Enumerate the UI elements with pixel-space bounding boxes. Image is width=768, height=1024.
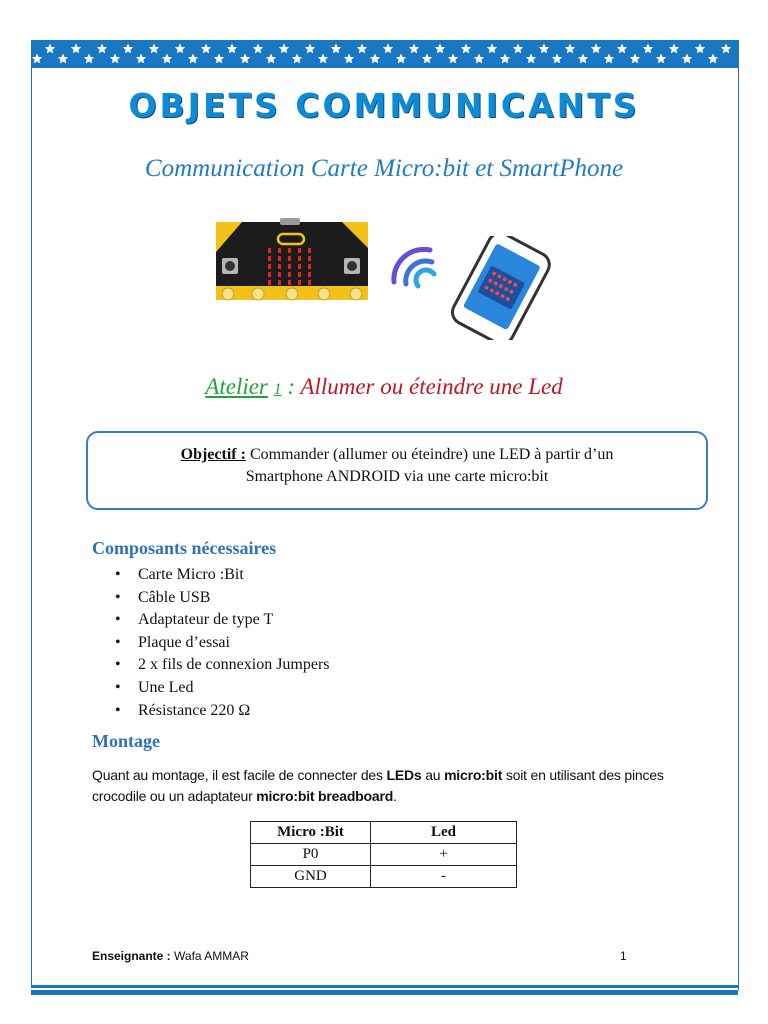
- led-dot: [268, 264, 271, 269]
- page-number: 1: [620, 949, 627, 963]
- led-dot: [278, 248, 281, 253]
- star-shape: [578, 54, 588, 64]
- star-shape: [721, 44, 731, 54]
- paragraph-bold: LEDs: [386, 767, 422, 783]
- star-shape: [97, 44, 107, 54]
- star-shape: [695, 44, 705, 54]
- list-item: • Câble USB: [138, 587, 330, 610]
- list-item: • Plaque d’essai: [138, 632, 330, 655]
- paragraph-bold: micro:bit: [444, 767, 503, 783]
- table-row: [251, 844, 517, 866]
- star-shape: [201, 44, 211, 54]
- star-shape: [591, 44, 601, 54]
- led-dot: [298, 256, 301, 261]
- led-dot: [288, 248, 291, 253]
- star-shape: [344, 54, 354, 64]
- paragraph-text: .: [393, 788, 397, 804]
- paragraph-text: Quant au montage, il est facile de connecter des: [92, 767, 387, 783]
- led-dot: [298, 248, 301, 253]
- table-cell: +: [371, 844, 517, 866]
- star-shape: [279, 44, 289, 54]
- pin-table: [250, 821, 517, 888]
- star-shape: [240, 54, 250, 64]
- star-shape: [643, 44, 653, 54]
- page-title: OBJETS COMMUNICANTS: [128, 86, 640, 125]
- led-dot: [288, 280, 291, 285]
- star-shape: [669, 44, 679, 54]
- star-shape: [630, 54, 640, 64]
- star-shape: [188, 54, 198, 64]
- star-shape: [708, 54, 718, 64]
- objectif-text: [100, 444, 694, 488]
- table-cell: GND: [251, 866, 371, 888]
- atelier-number: 1: [273, 381, 282, 398]
- objectif-label: Objectif :: [180, 446, 246, 463]
- star-shape: [357, 44, 367, 54]
- led-dot: [268, 248, 271, 253]
- star-shape: [110, 54, 120, 64]
- star-shape: [682, 54, 692, 64]
- star-shape: [227, 44, 237, 54]
- list-item: • Carte Micro :Bit: [138, 564, 330, 587]
- star-shape: [539, 44, 549, 54]
- led-dot: [288, 256, 291, 261]
- table-header-row: [251, 822, 517, 844]
- star-shape: [266, 54, 276, 64]
- led-dot: [278, 256, 281, 261]
- star-shape: [552, 54, 562, 64]
- montage-paragraph: [92, 765, 692, 807]
- led-dot: [288, 272, 291, 277]
- paragraph-text: au: [421, 767, 445, 783]
- list-item: • Une Led: [138, 677, 330, 700]
- star-shape: [383, 44, 393, 54]
- led-dot: [298, 280, 301, 285]
- star-shape: [331, 44, 341, 54]
- star-shape: [526, 54, 536, 64]
- list-item: • Adaptateur de type T: [138, 609, 330, 632]
- star-shape: [175, 44, 185, 54]
- led-dot: [278, 272, 281, 277]
- components-list: [138, 564, 330, 722]
- star-shape: [292, 54, 302, 64]
- star-shape: [487, 44, 497, 54]
- led-dot: [278, 264, 281, 269]
- paragraph-text: soit en utilisant des pinces crocodile ou un adaptateur: [92, 767, 664, 804]
- star-shape: [370, 54, 380, 64]
- star-border-icon: [31, 40, 738, 68]
- microbit-board-image: [214, 218, 370, 304]
- table-header: Led: [371, 822, 517, 844]
- objectif-line2: Smartphone ANDROID via une carte micro:bit: [245, 468, 549, 485]
- star-shape: [71, 44, 81, 54]
- star-shape: [513, 44, 523, 54]
- star-shape: [565, 44, 575, 54]
- star-shape: [435, 44, 445, 54]
- star-shape: [474, 54, 484, 64]
- atelier-label: Atelier: [205, 374, 268, 399]
- components-heading: Composants nécessaires: [92, 538, 277, 558]
- star-shape: [305, 44, 315, 54]
- star-shape: [253, 44, 263, 54]
- star-shape: [604, 54, 614, 64]
- star-border-top: [31, 40, 738, 68]
- star-shape: [58, 54, 68, 64]
- led-dot: [268, 280, 271, 285]
- smartphone-wifi-image: [390, 236, 560, 340]
- star-shape: [409, 44, 419, 54]
- star-shape: [318, 54, 328, 64]
- led-dot: [268, 272, 271, 277]
- paragraph-bold: micro:bit breadboard: [256, 788, 394, 804]
- star-shape: [123, 44, 133, 54]
- led-dot: [278, 280, 281, 285]
- star-shape: [45, 44, 55, 54]
- table-cell: P0: [251, 844, 371, 866]
- star-shape: [136, 54, 146, 64]
- led-dot: [288, 264, 291, 269]
- star-shape: [656, 54, 666, 64]
- footer-label: Enseignante :: [92, 949, 171, 963]
- montage-heading: Montage: [92, 731, 160, 751]
- star-shape: [617, 44, 627, 54]
- star-shape: [422, 54, 432, 64]
- led-dot: [308, 280, 311, 285]
- atelier-heading: [0, 374, 768, 400]
- bottom-border: [31, 985, 738, 995]
- atelier-text: Allumer ou éteindre une Led: [300, 374, 563, 399]
- led-dot: [268, 256, 271, 261]
- star-shape: [448, 54, 458, 64]
- table-header: Micro :Bit: [251, 822, 371, 844]
- footer-name: Wafa AMMAR: [170, 949, 249, 963]
- table-row: [251, 866, 517, 888]
- led-dot: [298, 272, 301, 277]
- led-dot: [308, 272, 311, 277]
- star-shape: [500, 54, 510, 64]
- star-shape: [149, 44, 159, 54]
- list-item: • 2 x fils de connexion Jumpers: [138, 654, 330, 677]
- led-dot: [298, 264, 301, 269]
- star-shape: [162, 54, 172, 64]
- led-dot: [308, 256, 311, 261]
- table-cell: -: [371, 866, 517, 888]
- star-shape: [32, 54, 42, 64]
- footer-author: [92, 949, 249, 963]
- star-shape: [461, 44, 471, 54]
- star-shape: [396, 54, 406, 64]
- star-shape: [214, 54, 224, 64]
- atelier-separator: :: [281, 374, 301, 399]
- star-shape: [84, 54, 94, 64]
- led-dot: [308, 264, 311, 269]
- led-dot: [308, 248, 311, 253]
- page-subtitle: Communication Carte Micro:bit et SmartPhone: [144, 155, 624, 182]
- list-item: • Résistance 220 Ω: [138, 700, 330, 723]
- objectif-line1: Commander (allumer ou éteindre) une LED à partir d’un: [245, 446, 614, 463]
